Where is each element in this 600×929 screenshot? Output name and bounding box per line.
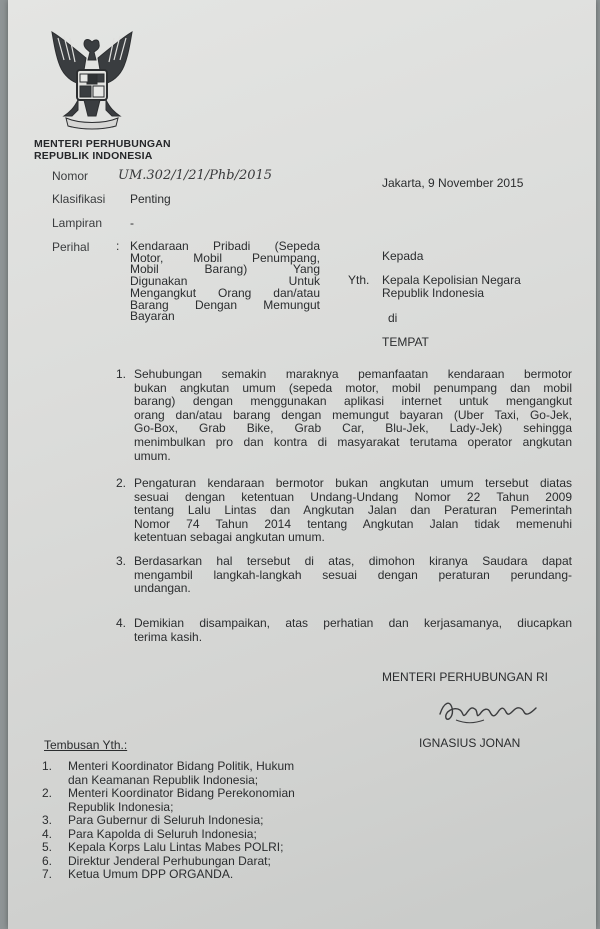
- cc-item-text: Ketua Umum DPP ORGANDA.: [68, 867, 234, 881]
- recipient-line2: Republik Indonesia: [382, 286, 485, 300]
- org-name-line1: MENTERI PERHUBUNGAN: [34, 138, 171, 150]
- paragraph-line: barang) dengan menggunakan aplikasi internet untuk mengangkut: [134, 394, 572, 409]
- perihal-line: Kendaraan Pribadi (Sepeda: [130, 239, 320, 253]
- paragraph-number: 3.: [116, 554, 127, 568]
- paragraph-line: Nomor 74 Tahun 2014 tentang Angkutan Jalan tidak memenuhi: [134, 516, 572, 531]
- paragraph-number: 1.: [116, 367, 127, 381]
- garuda-emblem-icon: [44, 30, 140, 135]
- kepada-label: Kepada: [382, 249, 424, 263]
- cc-item-number: 2.: [42, 786, 53, 800]
- cc-item-text: Kepala Korps Lalu Lintas Mabes POLRI;: [68, 840, 284, 854]
- signature-title: MENTERI PERHUBUNGAN RI: [382, 670, 549, 684]
- paragraph: [134, 617, 572, 644]
- perihal-line: Digunakan Untuk: [130, 274, 320, 289]
- paragraph-line: Go-Box, Grab Bike, Grab Car, Blu-Jek, Lady-Jek) sehingga: [134, 421, 572, 436]
- paragraph-line: umum.: [134, 448, 171, 463]
- handwritten-signature-icon: [436, 696, 548, 726]
- perihal-line: Mobil Barang) Yang: [130, 262, 320, 277]
- perihal-line: Motor, Mobil Penumpang,: [130, 250, 320, 265]
- paragraph: [134, 555, 572, 596]
- paragraph-number: 2.: [116, 476, 127, 490]
- tembusan-heading: Tembusan Yth.:: [44, 738, 128, 752]
- paragraph-line: menimbulkan pro dan kontra di masyarakat terutama operator angkutan: [134, 434, 572, 449]
- paragraph-line: terima kasih.: [134, 629, 203, 644]
- di-label: di: [388, 311, 398, 325]
- perihal-colon: :: [116, 239, 120, 253]
- cc-item-number: 6.: [42, 853, 53, 868]
- paragraph: [134, 368, 572, 463]
- perihal-subject: [130, 241, 320, 323]
- nomor-label: Nomor: [52, 169, 89, 183]
- paragraph-line: Pengaturan kendaraan bermotor bukan angkutan umum tersebut diatas: [134, 476, 572, 490]
- cc-item-number: 1.: [42, 759, 53, 773]
- paragraph-line: ketentuan sebagai angkutan umum.: [134, 530, 325, 545]
- paragraph-line: bukan angkutan umum (sepeda motor, mobil penumpang dan mobil: [134, 380, 572, 395]
- cc-item-text: Menteri Koordinator Bidang Politik, Hukum: [68, 759, 295, 773]
- nomor-value: UM.302/1/21/Phb/2015: [118, 168, 273, 183]
- cc-item-text: Menteri Koordinator Bidang Perekonomian: [68, 786, 295, 800]
- paragraph-line: orang dan/atau barang dengan memungut bayaran (Uber Taxi, Go-Jek,: [134, 407, 572, 422]
- cc-item-number: 4.: [42, 826, 53, 841]
- paragraph-line: Demikian disampaikan, atas perhatian dan kerjasamanya, diucapkan: [134, 616, 572, 630]
- org-name-line2: REPUBLIK INDONESIA: [34, 150, 153, 162]
- paragraph-line: tentang Lalu Lintas dan Angkutan Jalan dan Peraturan Pemerintah: [134, 503, 572, 518]
- letter-page: [8, 0, 596, 929]
- cc-item-number: 5.: [42, 840, 53, 854]
- perihal-line: Mengangkut Orang dan/atau: [130, 285, 320, 300]
- cc-item-number: 3.: [42, 813, 53, 827]
- paragraph: [134, 477, 572, 545]
- signatory-name: IGNASIUS JONAN: [419, 736, 521, 750]
- perihal-label: Perihal: [52, 240, 90, 254]
- cc-item-text: dan Keamanan Republik Indonesia;: [68, 772, 259, 787]
- cc-item-text: Direktur Jenderal Perhubungan Darat;: [68, 853, 271, 868]
- perihal-line: Bayaran: [130, 309, 175, 324]
- recipient-line1: Kepala Kepolisian Negara: [382, 273, 521, 287]
- lampiran-value: -: [130, 216, 134, 230]
- paragraph-number: 4.: [116, 616, 127, 630]
- paragraph-line: mengambil langkah-langkah sesuai dengan peraturan perundang-: [134, 567, 572, 582]
- klasifikasi-value: Penting: [130, 192, 171, 206]
- cc-item-number: 7.: [42, 867, 53, 881]
- letter-date: Jakarta, 9 November 2015: [382, 176, 524, 190]
- cc-item-text: Republik Indonesia;: [68, 799, 174, 814]
- paragraph-line: Sehubungan semakin maraknya pemanfaatan kendaraan bermotor: [134, 367, 572, 381]
- perihal-line: Barang Dengan Memungut: [130, 297, 320, 312]
- paragraph-line: Berdasarkan hal tersebut di atas, dimohon kiranya Saudara dapat: [134, 554, 572, 568]
- tempat-label: TEMPAT: [382, 335, 429, 349]
- cc-item-text: Para Kapolda di Seluruh Indonesia;: [68, 826, 257, 841]
- paragraph-line: undangan.: [134, 581, 191, 596]
- lampiran-label: Lampiran: [52, 216, 103, 230]
- cc-item-text: Para Gubernur di Seluruh Indonesia;: [68, 813, 264, 827]
- paragraph-line: sesuai dengan ketentuan Undang-Undang Nomor 22 Tahun 2009: [134, 489, 572, 504]
- klasifikasi-label: Klasifikasi: [52, 192, 106, 206]
- yth-label: Yth.: [348, 273, 370, 287]
